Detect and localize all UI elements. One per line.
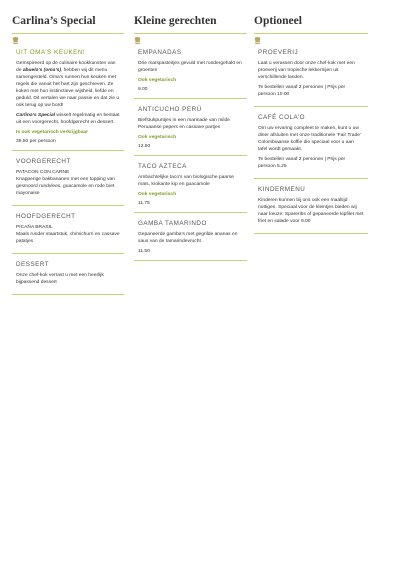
section-uit-omas-keuken: [12, 45, 124, 151]
section-taco-azteca: [134, 156, 247, 213]
section-voorgerecht: [12, 151, 124, 206]
section-hoofdgerecht: [12, 206, 124, 254]
section-cafe-colao: [254, 107, 368, 179]
section-anticucho-peru: [134, 99, 247, 156]
column-title: Optioneel: [254, 15, 302, 27]
dish-description: Drie maïspasteitjes gevuld met rundergehakt en groenten: [138, 61, 242, 73]
section-description: Om uw ervaring compleet te maken, kunt u uw diner afsluiten met onze traditionele ‘Fair Trade’ Colombiaanse koffie die speciaal voor u aan tafel wordt gemaakt.: [258, 126, 361, 152]
price: 11.75: [138, 201, 150, 206]
chef-hat-icon: [134, 36, 141, 45]
vegetarian-note: Ook vegetarisch: [138, 78, 177, 83]
section-heading: PROEVERIJ: [258, 49, 299, 56]
chef-hat-icon: [12, 36, 19, 45]
column-optioneel: [254, 14, 368, 234]
section-dessert: [12, 254, 124, 295]
dish-description: Gepaneerde gamba’s met gegrilde ananas en saus van de tamarindevrucht: [138, 232, 238, 244]
order-note: Te bestellen vanaf 2 personen | Prijs per persoon 5.25: [258, 157, 346, 169]
section-heading: KINDERMENU: [258, 186, 306, 193]
vegetarian-note: Is ook vegetarisch verkrijgbaar: [16, 130, 89, 135]
divider: [254, 33, 368, 34]
section-heading: TACO AZTECA: [138, 163, 187, 170]
dish-description: Knapperige bakbananen met een topping van gesmoord rundvlees, guacamole en rode biet mayonaise: [16, 177, 115, 196]
section-heading: DESSERT: [16, 261, 50, 268]
vegetarian-note: Ook vegetarisch: [138, 192, 177, 197]
dish-name: PATACON CON CARNE: [16, 170, 70, 175]
column-title: Carlina’s Special: [12, 15, 96, 27]
section-description: Kinderen kunnen bij ons ook een maaltijd nuttigen. Speciaal voor de kleintjes bieden wij naar keuze: Spareribs of gepaneerde kipfilet met friet en salade voor 9.00: [258, 198, 364, 224]
section-description-2: Carlina’s Special wisselt regelmatig en bestaat uit een voorgerecht, hoofdgerecht en dessert.: [16, 113, 120, 125]
section-heading: CAFÉ COLA’O: [258, 114, 306, 121]
dish-description: Maals runder staartstuk, chimichurri en cassave patatjes: [16, 232, 120, 244]
divider: [12, 33, 124, 34]
column-title: Kleine gerechten: [134, 15, 217, 27]
order-note: Te bestellen vanaf 2 personen | Prijs per persoon 10.00: [258, 85, 346, 97]
section-heading: EMPANADAS: [138, 49, 182, 56]
section-description: Geïnspireerd op de culinaire kookkunsten van de abuela’s (oma’s), hebben wij dit menu samengesteld. Oma’s runnen hun keuken met regels die vanuit het hart zijn geschreven. Ze koken met hun instinctieve wijsheid, liefde en geduld. Dit vertalen we naar passie en dat zie u ook terug op uw bord!: [16, 61, 120, 108]
chef-hat-icon: [254, 36, 261, 45]
column-carlinas-special: [12, 14, 124, 295]
column-kleine-gerechten: [134, 14, 247, 261]
section-empanadas: [134, 45, 247, 99]
divider: [134, 33, 247, 34]
section-heading: ANTICUCHO PERÚ: [138, 106, 202, 113]
dish-description: Onze chef-kok verrast u met een heerlijk bijpassend dessert: [16, 273, 104, 285]
section-description: Laat u verassen door onze chef-kok met een proeverij van tropische lekkernijen uit verschillende landen.: [258, 61, 355, 80]
section-kindermenu: [254, 179, 368, 234]
section-heading: UIT OMA’S KEUKEN!: [16, 49, 86, 56]
price: 39.50 per persoon: [16, 139, 56, 144]
section-heading: VOORGERECHT: [16, 158, 71, 165]
dish-description: Biefstukpuntjes in een marinade van milde Peruaanse pepers en cassave partjes: [138, 118, 230, 130]
vegetarian-note: Ook vegetarisch: [138, 135, 177, 140]
price: 11.50: [138, 249, 150, 254]
section-proeverij: [254, 45, 368, 107]
section-heading: GAMBA TAMARINDO: [138, 220, 207, 227]
price: 12.50: [138, 144, 151, 149]
dish-description: Ambachtelijke taco’s van biologische paarse maïs, krokante kip en guacamole: [138, 175, 234, 187]
section-gamba-tamarindo: [134, 213, 247, 261]
dish-name: PICAÑA BRASIL: [16, 225, 53, 230]
section-heading: HOOFDGERECHT: [16, 213, 76, 220]
price: 9.00: [138, 87, 148, 92]
